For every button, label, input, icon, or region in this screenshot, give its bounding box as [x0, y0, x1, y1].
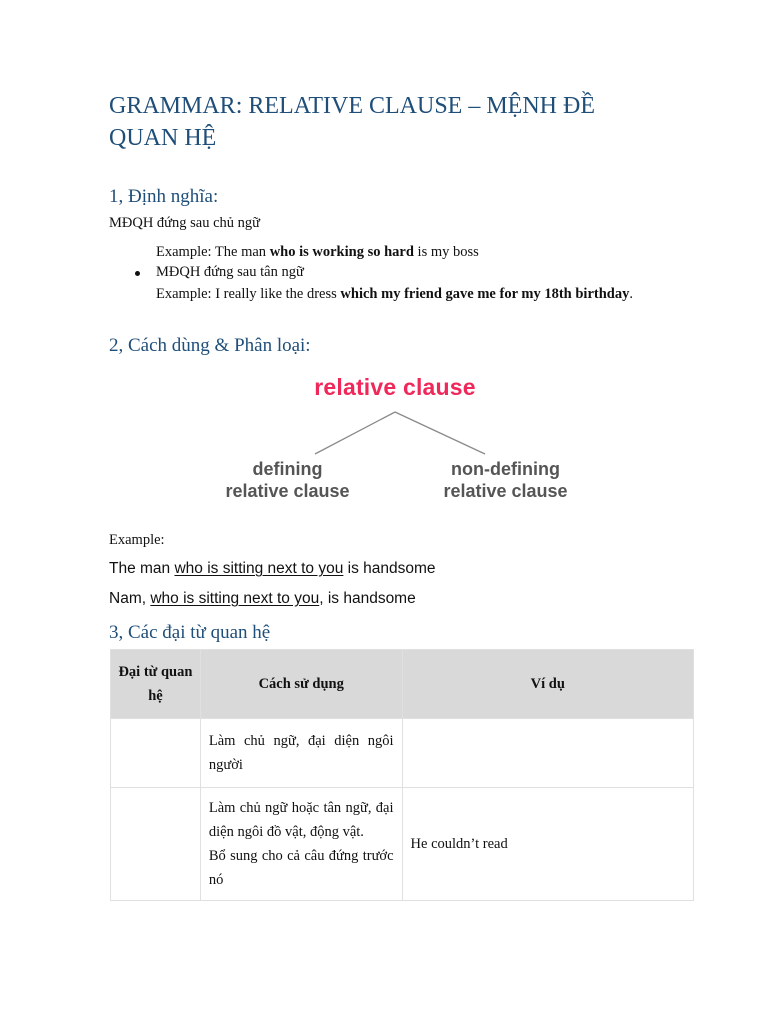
cell-usage: [200, 788, 402, 901]
example-2: [156, 285, 656, 304]
example-2-suffix: .: [629, 286, 633, 302]
usage-example-1-suffix: is handsome: [343, 560, 436, 577]
section-2-heading: 2, Cách dùng & Phân loại:: [109, 335, 311, 356]
usage-example-2-suffix: , is handsome: [319, 590, 416, 607]
example-1-bold: who is working so hard: [269, 244, 414, 260]
relative-pronoun-table: [110, 649, 694, 901]
example-1-prefix: Example: The man: [156, 244, 270, 260]
table-row: [111, 788, 694, 901]
diagram-left-line-1: defining: [252, 459, 323, 479]
table-header-row: [111, 650, 694, 719]
cell-usage-line-2: Bổ sung cho cả câu đứng trước nó: [208, 848, 394, 888]
diagram-root-label: relative clause: [314, 374, 476, 400]
usage-example-1: [109, 560, 436, 578]
diagram-right-line-1: non-defining: [451, 459, 560, 479]
example-1: [156, 244, 479, 261]
usage-example-2-prefix: Nam,: [109, 590, 151, 607]
cell-example: He couldn’t read: [402, 788, 693, 901]
header-usage: Cách sử dụng: [200, 650, 402, 719]
cell-usage-line-1: Làm chủ ngữ hoặc tân ngữ, đại diện ngôi đồ vật, động vật.: [208, 800, 394, 840]
usage-example-2: [109, 590, 416, 608]
cell-usage: Làm chủ ngữ, đại diện ngôi người: [200, 719, 402, 788]
header-pronoun: Đại từ quan hệ: [111, 650, 201, 719]
usage-example-1-prefix: The man: [109, 560, 175, 577]
usage-example-1-clause: who is sitting next to you: [174, 560, 344, 577]
relative-clause-diagram: [185, 366, 605, 516]
cell-pronoun: [111, 788, 201, 901]
table-row: [111, 719, 694, 788]
header-example: Ví dụ: [402, 650, 693, 719]
bullet-icon: [135, 271, 140, 276]
diagram-right-line-2: relative clause: [443, 481, 568, 501]
example-2-bold: which my friend gave me for my 18th birthday: [340, 286, 630, 302]
section-1-heading: 1, Định nghĩa:: [109, 186, 219, 207]
example-1-suffix: is my boss: [413, 244, 479, 260]
diagram-left-line-2: relative clause: [225, 481, 350, 501]
definition-bullet-2: MĐQH đứng sau tân ngữ: [156, 264, 304, 280]
diagram-left-leaf: [195, 458, 380, 502]
example-2-prefix: Example: I really like the dress: [156, 286, 341, 302]
definition-line-1: MĐQH đứng sau chủ ngữ: [109, 215, 261, 231]
cell-example: [402, 719, 693, 788]
page-title: GRAMMAR: RELATIVE CLAUSE – MỆNH ĐỀ QUAN HỆ: [109, 93, 595, 151]
section-3-heading: 3, Các đại từ quan hệ: [109, 622, 271, 643]
usage-example-2-clause: who is sitting next to you: [150, 590, 320, 607]
diagram-right-leaf: [413, 458, 598, 502]
example-label: Example:: [109, 532, 165, 548]
cell-pronoun: [111, 719, 201, 788]
